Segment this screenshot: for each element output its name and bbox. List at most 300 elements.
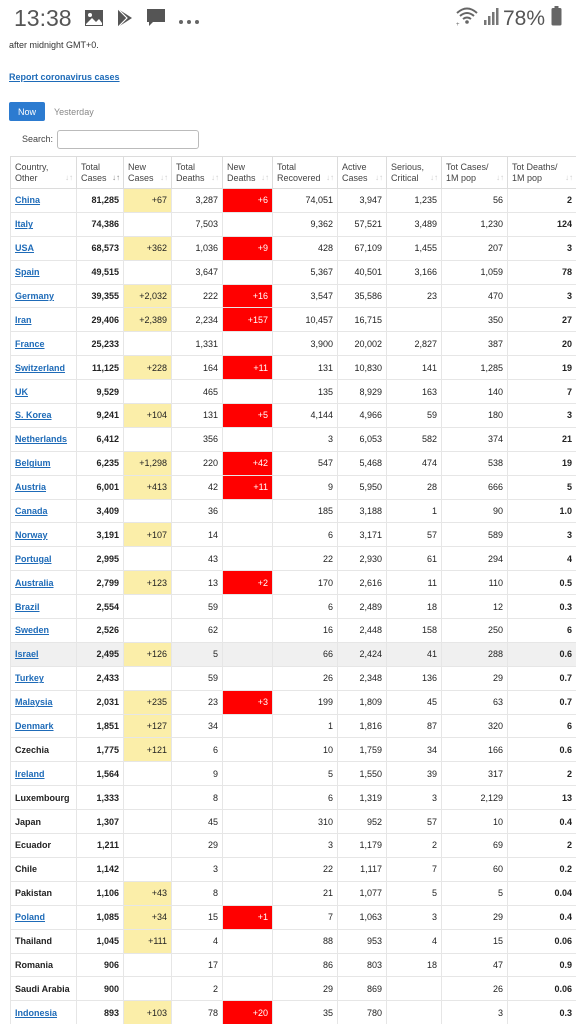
cell-total-cases: 81,285 <box>77 189 124 213</box>
cell-serious-critical: 57 <box>387 523 442 547</box>
country-link[interactable]: Malaysia <box>11 690 77 714</box>
table-row <box>11 595 576 619</box>
cell-new-deaths <box>223 666 273 690</box>
cell-new-cases: +103 <box>124 1001 172 1024</box>
table-body <box>11 189 576 1024</box>
sort-icon: ↓↑ <box>430 173 438 182</box>
table-row <box>11 547 576 571</box>
country-link[interactable]: Canada <box>11 499 77 523</box>
cell-cases-per-million: 140 <box>442 380 508 404</box>
cell-total-cases: 11,125 <box>77 356 124 380</box>
cell-total-deaths: 14 <box>172 523 223 547</box>
cell-total-cases: 2,799 <box>77 571 124 595</box>
cell-cases-per-million: 1,059 <box>442 260 508 284</box>
table-row <box>11 499 576 523</box>
cell-new-deaths <box>223 523 273 547</box>
cell-total-deaths: 2 <box>172 977 223 1001</box>
cell-total-deaths: 15 <box>172 905 223 929</box>
battery-icon <box>551 6 562 31</box>
cell-cases-per-million: 288 <box>442 642 508 666</box>
cell-total-recovered: 135 <box>273 380 338 404</box>
cell-active-cases: 1,063 <box>338 905 387 929</box>
report-cases-link[interactable]: Report coronavirus cases <box>9 72 120 82</box>
cell-deaths-per-million: 6 <box>508 714 576 738</box>
cell-new-deaths: +11 <box>223 356 273 380</box>
cell-cases-per-million: 29 <box>442 666 508 690</box>
cell-new-deaths <box>223 332 273 356</box>
cell-total-cases: 1,085 <box>77 905 124 929</box>
cell-total-cases: 2,554 <box>77 595 124 619</box>
play-store-icon <box>116 8 134 33</box>
cell-deaths-per-million: 0.06 <box>508 929 576 953</box>
cell-cases-per-million: 56 <box>442 189 508 213</box>
cell-total-deaths: 36 <box>172 499 223 523</box>
cell-active-cases: 2,424 <box>338 642 387 666</box>
table-row <box>11 666 576 690</box>
table-row <box>11 236 576 260</box>
table-row <box>11 212 576 236</box>
cell-serious-critical: 2,827 <box>387 332 442 356</box>
table-row <box>11 332 576 356</box>
cases-table <box>10 156 576 1024</box>
cell-total-recovered: 3 <box>273 834 338 858</box>
cell-new-cases: +2,389 <box>124 308 172 332</box>
cell-total-recovered: 22 <box>273 547 338 571</box>
cell-total-deaths: 45 <box>172 810 223 834</box>
more-dots-icon <box>178 12 200 30</box>
cell-new-cases <box>124 427 172 451</box>
cell-serious-critical: 61 <box>387 547 442 571</box>
cell-new-deaths <box>223 380 273 404</box>
cell-new-cases: +126 <box>124 642 172 666</box>
tab-yesterday[interactable]: Yesterday <box>54 106 94 117</box>
cell-cases-per-million: 29 <box>442 905 508 929</box>
cell-active-cases: 1,077 <box>338 881 387 905</box>
cell-deaths-per-million: 0.3 <box>508 1001 576 1024</box>
country-link[interactable]: USA <box>11 236 77 260</box>
cell-new-cases <box>124 762 172 786</box>
cell-new-cases: +235 <box>124 690 172 714</box>
cell-serious-critical: 582 <box>387 427 442 451</box>
country-link[interactable]: Austria <box>11 475 77 499</box>
cell-deaths-per-million: 0.7 <box>508 666 576 690</box>
table-row <box>11 308 576 332</box>
image-icon <box>84 9 104 32</box>
cell-cases-per-million: 12 <box>442 595 508 619</box>
country-name: Luxembourg <box>11 786 77 810</box>
cell-cases-per-million: 180 <box>442 404 508 428</box>
country-link[interactable]: Germany <box>11 284 77 308</box>
sort-icon: ↓↑ <box>160 173 168 182</box>
cell-cases-per-million: 350 <box>442 308 508 332</box>
cell-serious-critical: 3,489 <box>387 212 442 236</box>
col-header-new-cases[interactable]: New Cases ↓↑ <box>124 157 172 189</box>
cell-total-deaths: 17 <box>172 953 223 977</box>
country-link[interactable]: China <box>11 189 77 213</box>
cell-new-deaths <box>223 642 273 666</box>
cell-total-deaths: 8 <box>172 786 223 810</box>
cell-cases-per-million: 666 <box>442 475 508 499</box>
col-header-active-cases[interactable]: Active Cases ↓↑ <box>338 157 387 189</box>
cell-total-cases: 74,386 <box>77 212 124 236</box>
cell-total-cases: 1,307 <box>77 810 124 834</box>
cell-total-deaths: 23 <box>172 690 223 714</box>
cell-total-deaths: 222 <box>172 284 223 308</box>
status-right <box>455 6 562 31</box>
country-link[interactable]: Belgium <box>11 451 77 475</box>
cell-active-cases: 35,586 <box>338 284 387 308</box>
table-row <box>11 690 576 714</box>
cell-deaths-per-million: 7 <box>508 380 576 404</box>
cell-total-recovered: 1 <box>273 714 338 738</box>
cell-new-deaths <box>223 929 273 953</box>
cell-total-recovered: 16 <box>273 619 338 643</box>
cell-deaths-per-million: 78 <box>508 260 576 284</box>
cell-new-cases: +43 <box>124 881 172 905</box>
cell-active-cases: 2,448 <box>338 619 387 643</box>
cell-serious-critical: 41 <box>387 642 442 666</box>
country-link[interactable]: Iran <box>11 308 77 332</box>
cell-new-deaths <box>223 595 273 619</box>
country-name: Ecuador <box>11 834 77 858</box>
cell-active-cases: 1,319 <box>338 786 387 810</box>
cell-total-recovered: 547 <box>273 451 338 475</box>
cell-deaths-per-million: 0.4 <box>508 810 576 834</box>
cell-total-cases: 1,851 <box>77 714 124 738</box>
cell-cases-per-million: 294 <box>442 547 508 571</box>
table-row <box>11 738 576 762</box>
cell-total-deaths: 131 <box>172 404 223 428</box>
cell-new-cases: +123 <box>124 571 172 595</box>
cell-total-recovered: 35 <box>273 1001 338 1024</box>
cell-total-recovered: 199 <box>273 690 338 714</box>
cell-new-deaths <box>223 786 273 810</box>
col-header-cases-per-million[interactable]: Tot Cases/ 1M pop ↓↑ <box>442 157 508 189</box>
cell-total-deaths: 43 <box>172 547 223 571</box>
cell-new-cases <box>124 786 172 810</box>
cell-new-cases <box>124 810 172 834</box>
cell-total-deaths: 1,331 <box>172 332 223 356</box>
cell-total-cases: 68,573 <box>77 236 124 260</box>
country-name: Japan <box>11 810 77 834</box>
sort-icon: ↓↑ <box>261 173 269 182</box>
country-link[interactable]: Portugal <box>11 547 77 571</box>
cell-total-cases: 39,355 <box>77 284 124 308</box>
cell-new-cases: +121 <box>124 738 172 762</box>
country-link[interactable]: S. Korea <box>11 404 77 428</box>
cell-cases-per-million: 2,129 <box>442 786 508 810</box>
cell-new-deaths: +1 <box>223 905 273 929</box>
cell-total-deaths: 164 <box>172 356 223 380</box>
cell-serious-critical: 136 <box>387 666 442 690</box>
col-header-country[interactable]: Country, Other ↓↑ <box>11 157 77 189</box>
cell-new-cases <box>124 834 172 858</box>
cell-new-cases: +111 <box>124 929 172 953</box>
cell-deaths-per-million: 124 <box>508 212 576 236</box>
cell-serious-critical: 45 <box>387 690 442 714</box>
cell-serious-critical: 1,235 <box>387 189 442 213</box>
cell-new-deaths: +42 <box>223 451 273 475</box>
cell-new-deaths <box>223 953 273 977</box>
cell-serious-critical: 18 <box>387 595 442 619</box>
cell-total-cases: 9,529 <box>77 380 124 404</box>
message-icon <box>146 8 166 33</box>
cell-active-cases: 1,117 <box>338 857 387 881</box>
cell-deaths-per-million: 2 <box>508 834 576 858</box>
cell-total-recovered: 29 <box>273 977 338 1001</box>
cell-total-cases: 1,333 <box>77 786 124 810</box>
cell-serious-critical <box>387 308 442 332</box>
table-row <box>11 977 576 1001</box>
wifi-icon <box>455 6 479 31</box>
country-link[interactable]: France <box>11 332 77 356</box>
cell-serious-critical: 158 <box>387 619 442 643</box>
battery-percent: 78% <box>502 6 545 30</box>
country-link[interactable]: Spain <box>11 260 77 284</box>
cell-cases-per-million: 69 <box>442 834 508 858</box>
cell-active-cases: 5,468 <box>338 451 387 475</box>
cell-active-cases: 10,830 <box>338 356 387 380</box>
cell-new-deaths <box>223 762 273 786</box>
cell-total-cases: 49,515 <box>77 260 124 284</box>
cell-serious-critical: 163 <box>387 380 442 404</box>
country-link[interactable]: Norway <box>11 523 77 547</box>
country-link[interactable]: Netherlands <box>11 427 77 451</box>
cell-new-cases <box>124 260 172 284</box>
cell-total-recovered: 21 <box>273 881 338 905</box>
country-name: Czechia <box>11 738 77 762</box>
table-row <box>11 189 576 213</box>
cell-cases-per-million: 1,285 <box>442 356 508 380</box>
country-name: Romania <box>11 953 77 977</box>
update-note: after midnight GMT+0. <box>9 40 99 50</box>
cell-new-deaths: +11 <box>223 475 273 499</box>
cell-deaths-per-million: 3 <box>508 236 576 260</box>
tab-now[interactable]: Now <box>9 102 45 121</box>
cell-total-cases: 900 <box>77 977 124 1001</box>
cell-new-deaths <box>223 857 273 881</box>
table-row <box>11 571 576 595</box>
country-link[interactable]: Turkey <box>11 666 77 690</box>
cell-deaths-per-million: 0.9 <box>508 953 576 977</box>
cell-deaths-per-million: 3 <box>508 523 576 547</box>
country-link[interactable]: Denmark <box>11 714 77 738</box>
table-row <box>11 404 576 428</box>
country-link[interactable]: Sweden <box>11 619 77 643</box>
cell-new-deaths <box>223 834 273 858</box>
cell-deaths-per-million: 0.04 <box>508 881 576 905</box>
cell-deaths-per-million: 2 <box>508 762 576 786</box>
sort-icon: ↓↑ <box>65 173 73 182</box>
table-row <box>11 953 576 977</box>
cell-total-deaths: 4 <box>172 929 223 953</box>
cell-deaths-per-million: 1.0 <box>508 499 576 523</box>
country-link[interactable]: Switzerland <box>11 356 77 380</box>
cell-active-cases: 2,930 <box>338 547 387 571</box>
cell-cases-per-million: 207 <box>442 236 508 260</box>
cell-total-deaths: 7,503 <box>172 212 223 236</box>
table-row <box>11 427 576 451</box>
cell-new-deaths: +157 <box>223 308 273 332</box>
cell-serious-critical: 18 <box>387 953 442 977</box>
cell-active-cases: 952 <box>338 810 387 834</box>
country-link[interactable]: UK <box>11 380 77 404</box>
cell-deaths-per-million: 6 <box>508 619 576 643</box>
col-header-deaths-per-million[interactable]: Tot Deaths/ 1M pop ↓↑ <box>508 157 576 189</box>
cell-new-cases <box>124 619 172 643</box>
cell-total-deaths: 2,234 <box>172 308 223 332</box>
cell-active-cases: 2,616 <box>338 571 387 595</box>
cell-total-recovered: 9 <box>273 475 338 499</box>
cell-total-recovered: 4,144 <box>273 404 338 428</box>
sort-icon: ↓↑ <box>326 173 334 182</box>
table-row <box>11 762 576 786</box>
cell-serious-critical: 11 <box>387 571 442 595</box>
cell-new-deaths <box>223 977 273 1001</box>
cell-new-deaths: +5 <box>223 404 273 428</box>
cell-cases-per-million: 166 <box>442 738 508 762</box>
search-input[interactable] <box>57 130 199 149</box>
cell-active-cases: 67,109 <box>338 236 387 260</box>
cell-total-recovered: 5,367 <box>273 260 338 284</box>
cell-total-cases: 893 <box>77 1001 124 1024</box>
cell-total-deaths: 59 <box>172 666 223 690</box>
cell-deaths-per-million: 27 <box>508 308 576 332</box>
cell-active-cases: 1,550 <box>338 762 387 786</box>
cell-new-deaths <box>223 881 273 905</box>
table-row <box>11 284 576 308</box>
cell-serious-critical: 4 <box>387 929 442 953</box>
table-row <box>11 810 576 834</box>
signal-icon <box>483 6 499 31</box>
cell-total-recovered: 3 <box>273 427 338 451</box>
notification-icons <box>84 8 212 33</box>
cell-new-cases: +1,298 <box>124 451 172 475</box>
cell-serious-critical: 1,455 <box>387 236 442 260</box>
cell-serious-critical: 2 <box>387 834 442 858</box>
cell-new-deaths: +20 <box>223 1001 273 1024</box>
country-link[interactable]: Australia <box>11 571 77 595</box>
cell-deaths-per-million: 3 <box>508 404 576 428</box>
cell-cases-per-million: 470 <box>442 284 508 308</box>
col-header-total-recovered[interactable]: Total Recovered ↓↑ <box>273 157 338 189</box>
cell-cases-per-million: 63 <box>442 690 508 714</box>
cell-active-cases: 953 <box>338 929 387 953</box>
cell-cases-per-million: 320 <box>442 714 508 738</box>
table-row <box>11 834 576 858</box>
cell-new-cases: +107 <box>124 523 172 547</box>
table-row <box>11 881 576 905</box>
cell-total-deaths: 29 <box>172 834 223 858</box>
cell-new-cases <box>124 212 172 236</box>
country-name: Saudi Arabia <box>11 977 77 1001</box>
cell-total-recovered: 6 <box>273 523 338 547</box>
country-link[interactable]: Ireland <box>11 762 77 786</box>
cell-total-cases: 9,241 <box>77 404 124 428</box>
cell-total-recovered: 26 <box>273 666 338 690</box>
table-row <box>11 714 576 738</box>
svg-text:+: + <box>455 22 460 26</box>
cell-total-deaths: 78 <box>172 1001 223 1024</box>
cell-active-cases: 8,929 <box>338 380 387 404</box>
cell-active-cases: 5,950 <box>338 475 387 499</box>
search-label: Search: <box>22 134 54 144</box>
cell-deaths-per-million: 4 <box>508 547 576 571</box>
cell-active-cases: 3,171 <box>338 523 387 547</box>
status-time: 13:38 <box>14 5 72 31</box>
cell-active-cases: 780 <box>338 1001 387 1024</box>
cell-new-deaths <box>223 738 273 762</box>
cell-deaths-per-million: 0.2 <box>508 857 576 881</box>
country-link[interactable]: Indonesia <box>11 1001 77 1024</box>
col-header-new-deaths[interactable]: New Deaths ↓↑ <box>223 157 273 189</box>
table-row <box>11 929 576 953</box>
cell-total-recovered: 131 <box>273 356 338 380</box>
cell-total-cases: 1,142 <box>77 857 124 881</box>
cell-active-cases: 3,947 <box>338 189 387 213</box>
cell-total-cases: 2,526 <box>77 619 124 643</box>
country-name: Thailand <box>11 929 77 953</box>
table-row <box>11 905 576 929</box>
cell-total-deaths: 8 <box>172 881 223 905</box>
cell-active-cases: 2,348 <box>338 666 387 690</box>
cell-total-cases: 29,406 <box>77 308 124 332</box>
cell-new-cases <box>124 499 172 523</box>
table-row <box>11 380 576 404</box>
cell-total-cases: 2,433 <box>77 666 124 690</box>
col-header-serious-critical[interactable]: Serious, Critical ↓↑ <box>387 157 442 189</box>
country-link[interactable]: Brazil <box>11 595 77 619</box>
cell-active-cases: 1,759 <box>338 738 387 762</box>
cell-active-cases: 4,966 <box>338 404 387 428</box>
cell-new-deaths: +9 <box>223 236 273 260</box>
country-link[interactable]: Italy <box>11 212 77 236</box>
table-row <box>11 451 576 475</box>
cell-total-deaths: 3,647 <box>172 260 223 284</box>
cell-active-cases: 16,715 <box>338 308 387 332</box>
cell-deaths-per-million: 3 <box>508 284 576 308</box>
cell-total-cases: 2,031 <box>77 690 124 714</box>
cell-cases-per-million: 374 <box>442 427 508 451</box>
cell-cases-per-million: 110 <box>442 571 508 595</box>
cell-cases-per-million: 90 <box>442 499 508 523</box>
cell-deaths-per-million: 0.6 <box>508 738 576 762</box>
cell-new-deaths: +2 <box>223 571 273 595</box>
cell-total-recovered: 7 <box>273 905 338 929</box>
cell-total-deaths: 62 <box>172 619 223 643</box>
table-row <box>11 619 576 643</box>
cell-total-recovered: 10 <box>273 738 338 762</box>
cell-cases-per-million: 26 <box>442 977 508 1001</box>
cell-total-deaths: 3,287 <box>172 189 223 213</box>
col-header-total-cases[interactable]: Total Cases ↓↑ <box>77 157 124 189</box>
cell-serious-critical: 3 <box>387 786 442 810</box>
table-row <box>11 356 576 380</box>
cell-deaths-per-million: 20 <box>508 332 576 356</box>
cell-new-cases <box>124 977 172 1001</box>
cell-cases-per-million: 589 <box>442 523 508 547</box>
cell-cases-per-million: 387 <box>442 332 508 356</box>
country-link[interactable]: Poland <box>11 905 77 929</box>
table-row <box>11 642 576 666</box>
cell-total-cases: 906 <box>77 953 124 977</box>
cell-new-deaths: +3 <box>223 690 273 714</box>
country-link[interactable]: Israel <box>11 642 77 666</box>
cell-cases-per-million: 1,230 <box>442 212 508 236</box>
cell-serious-critical: 3 <box>387 905 442 929</box>
col-header-total-deaths[interactable]: Total Deaths ↓↑ <box>172 157 223 189</box>
cell-new-deaths <box>223 810 273 834</box>
